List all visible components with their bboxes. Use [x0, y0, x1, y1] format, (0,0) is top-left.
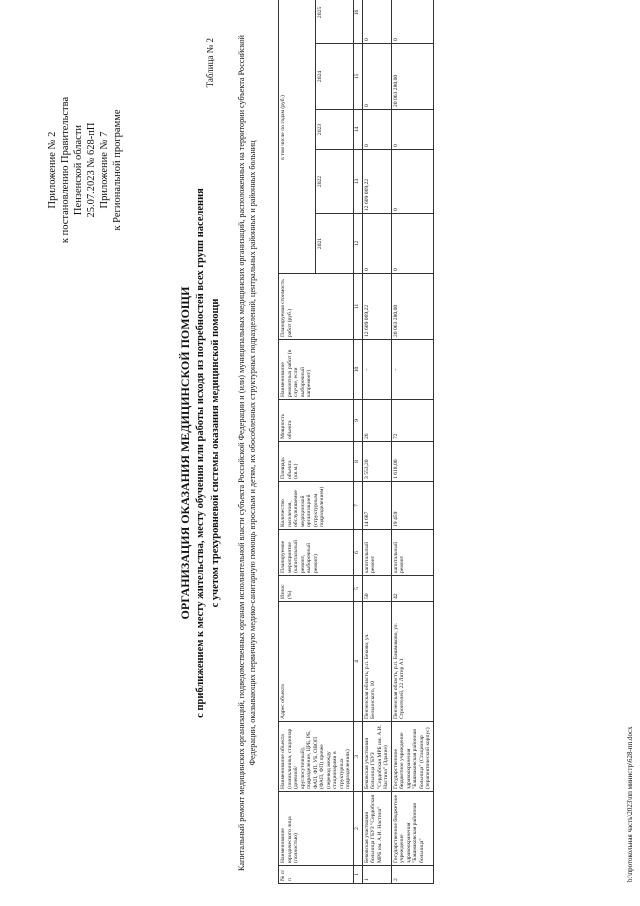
header-legal-entity: Наименование юридического лица (полностью): [279, 792, 354, 866]
cell-address: Пензенская область, р.п. Беково, ул. Бельинского, 10: [362, 602, 391, 722]
appendix-line: 25.07.2023 № 628-пП: [86, 122, 97, 218]
cell-area: 3 553,20: [362, 442, 391, 482]
header-capacity: Мощность объекта: [279, 400, 354, 442]
cell-year-value: 20 063 280,00: [391, 44, 433, 110]
repair-table: [278, 0, 434, 884]
cell-capacity: 26: [362, 400, 391, 442]
column-number: 13: [353, 150, 362, 214]
cell-wear: 50: [362, 576, 391, 602]
cell-num: 2: [391, 866, 433, 884]
column-number: 7: [353, 482, 362, 530]
document-title: [178, 40, 223, 866]
intro-paragraph: Капитальный ремонт медицинских организаций, подведомственных органам исполнительной власти субъекта Российской Федерации и (или) муниципальных медицинских организаций, расположенных на территории субъекта Российской Федерации, оказывающих первичную медико-санитарную помощь взрослым и детям, их обособленных структурных подразделений, центральных районных и районных больниц: [237, 35, 257, 871]
header-num: № п/п: [279, 866, 354, 884]
cell-cost: 20 063 280,00: [391, 274, 433, 340]
title-line: с учетом трехуровневой системы оказания медицинской помощи: [210, 298, 221, 608]
cell-population: 19 459: [391, 482, 433, 530]
cell-year-value: 0: [391, 214, 433, 274]
cell-object-name: Бековская участковая больница ГБУЗ "Сердобская МРБ им. А.И. Настина" (Здание): [362, 722, 391, 792]
column-number: 12: [353, 214, 362, 274]
cell-cost: 12 609 069,22: [362, 274, 391, 340]
appendix-block: [46, 40, 124, 300]
header-works: Наименование ремонтных работ (в случае, если выборочный капремонт): [279, 340, 354, 400]
cell-year-value: 0: [362, 0, 391, 44]
column-number: 16: [353, 0, 362, 44]
header-object-name: Наименование объекта (поликлиника, стационар (дневной/круглосуточный), подразделение, ЦРБ, РБ, ФАП, ФП, УБ, ОВОП (ФАП, ФП) прочее (перевод между стационарами в структурных подразделениях): [279, 722, 354, 792]
cell-year-value: 0: [362, 110, 391, 150]
header-year: 2023: [316, 110, 353, 150]
cell-area: 1 618,00: [391, 442, 433, 482]
title-line: ОРГАНИЗАЦИЯ ОКАЗАНИЯ МЕДИЦИНСКОЙ ПОМОЩИ: [178, 286, 192, 620]
appendix-line: Приложение № 7: [99, 131, 110, 209]
header-by-years: в том числе по годам (руб.): [279, 0, 316, 274]
header-population: Количество населения, обслуживаемое медицинской организацией (структурным подразделением): [279, 482, 354, 530]
column-number: 14: [353, 110, 362, 150]
column-number: 8: [353, 442, 362, 482]
table-row: [362, 0, 391, 884]
table-number: Таблица № 2: [205, 38, 215, 88]
header-year: 2025: [316, 0, 353, 44]
column-number: 11: [353, 274, 362, 340]
column-number: 5: [353, 576, 362, 602]
cell-works: -: [362, 340, 391, 400]
cell-legal-entity: Бековская участковая больница ГБУЗ "Сердобская МРБ им. А.И. Настина": [362, 792, 391, 866]
column-number-row: [353, 0, 362, 884]
column-number: 9: [353, 400, 362, 442]
cell-wear: 42: [391, 576, 433, 602]
cell-works: -: [391, 340, 433, 400]
cell-address: Пензенская область, р.п. Башмаково, ул. Строителей, 22 Литер А1: [391, 602, 433, 722]
cell-year-value: 12 609 069,22: [362, 150, 391, 214]
appendix-line: к постановлению Правительства: [60, 96, 71, 244]
cell-year-value: 0: [391, 0, 433, 44]
header-wear: Износ (%): [279, 576, 354, 602]
header-year: 2022: [316, 150, 353, 214]
column-number: 10: [353, 340, 362, 400]
column-number: 1: [353, 866, 362, 884]
column-number: 6: [353, 530, 362, 576]
cell-year-value: 0: [362, 44, 391, 110]
header-year: 2024: [316, 44, 353, 110]
cell-year-value: 0: [391, 110, 433, 150]
column-number: 3: [353, 722, 362, 792]
file-path-footer: b:\протокольная часть\2023\пп министр\628-пп.docx: [626, 726, 634, 882]
header-cost: Планируемая стоимость работ (руб.): [279, 274, 354, 340]
appendix-line: к Региональной программе: [112, 109, 123, 231]
header-year: 2021: [316, 214, 353, 274]
cell-measure: капитальный ремонт: [391, 530, 433, 576]
title-line: с приближением к месту жительства, месту обучения или работы исходя из потребностей всех групп населения: [195, 188, 206, 718]
column-number: 15: [353, 44, 362, 110]
header-area: Площадь объекта (кв.м.): [279, 442, 354, 482]
column-number: 2: [353, 792, 362, 866]
cell-population: 14 687: [362, 482, 391, 530]
cell-year-value: 0: [362, 214, 391, 274]
header-measure: Планируемое мероприятие (капитальный ремонт, выборочный ремонт): [279, 530, 354, 576]
cell-object-name: Государственное бюджетное учреждение здравоохранения "Башмаковская районная больница" (Стационар (терапевтический корпус): [391, 722, 433, 792]
header-address: Адрес объекта: [279, 602, 354, 722]
appendix-line: Приложение № 2: [47, 131, 58, 209]
cell-num: 1: [362, 866, 391, 884]
cell-capacity: 72: [391, 400, 433, 442]
cell-measure: капитальный ремонт: [362, 530, 391, 576]
appendix-line: Пензенской области: [73, 124, 84, 216]
cell-year-value: 0: [391, 150, 433, 214]
table-row: [391, 0, 433, 884]
cell-legal-entity: Государственное бюджетное учреждение здравоохранения "Башмаковская районная больница": [391, 792, 433, 866]
column-number: 4: [353, 602, 362, 722]
